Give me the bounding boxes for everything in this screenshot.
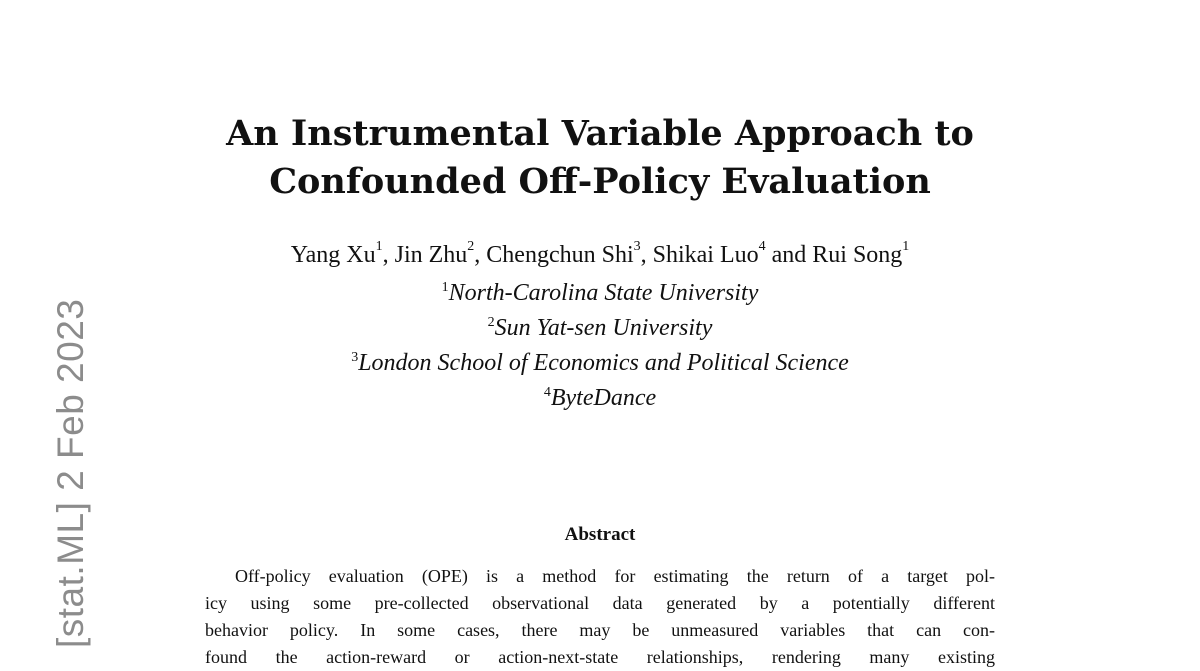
affiliation-name: ByteDance <box>550 385 657 411</box>
affiliation-name: Sun Yat-sen University <box>494 315 713 341</box>
affiliation-mark: 2 <box>487 315 495 330</box>
author-list <box>160 240 1040 270</box>
affiliation <box>160 381 1040 416</box>
abstract-line: behavior policy. In some cases, there may be unmeasured variables that can con- <box>205 620 995 640</box>
abstract-line: icy using some pre-collected observational data generated by a potentially different <box>205 593 995 613</box>
paper-title <box>160 110 1040 206</box>
author-name: Shikai Luo <box>652 242 759 268</box>
affiliation <box>160 346 1040 381</box>
title-line: An Instrumental Variable Approach to <box>226 113 974 154</box>
author-affiliation-mark: 2 <box>467 239 475 254</box>
author-name: Chengchun Shi <box>486 242 634 268</box>
author-name: Jin Zhu <box>394 242 468 268</box>
affiliation-name: North-Carolina State University <box>448 280 759 306</box>
affiliation <box>160 311 1040 346</box>
author-separator: , <box>382 242 395 268</box>
abstract-heading: Abstract <box>564 524 636 545</box>
author-affiliation-mark: 3 <box>633 239 641 254</box>
author-separator: , <box>640 242 653 268</box>
author-separator: and <box>765 242 813 268</box>
author-affiliation-mark: 4 <box>758 239 766 254</box>
arxiv-stamp: [stat.ML] 2 Feb 2023 <box>50 298 91 648</box>
affiliation-mark: 1 <box>441 280 449 295</box>
abstract-line: Off-policy evaluation (OPE) is a method for estimating the return of a target pol- <box>235 566 995 586</box>
affiliation <box>160 276 1040 311</box>
abstract-body <box>205 563 995 671</box>
author-affiliation-mark: 1 <box>902 239 910 254</box>
affiliation-mark: 4 <box>543 385 551 400</box>
title-line: Confounded Off-Policy Evaluation <box>269 161 931 202</box>
author-affiliation-mark: 1 <box>375 239 383 254</box>
affiliation-list <box>160 276 1040 416</box>
author-name: Rui Song <box>812 242 903 268</box>
author-name: Yang Xu <box>290 242 376 268</box>
affiliation-name: London School of Economics and Political Science <box>358 350 849 376</box>
affiliation-mark: 3 <box>351 350 359 365</box>
author-separator: , <box>474 242 487 268</box>
abstract-line: found the action-reward or action-next-state relationships, rendering many existing <box>205 647 995 667</box>
